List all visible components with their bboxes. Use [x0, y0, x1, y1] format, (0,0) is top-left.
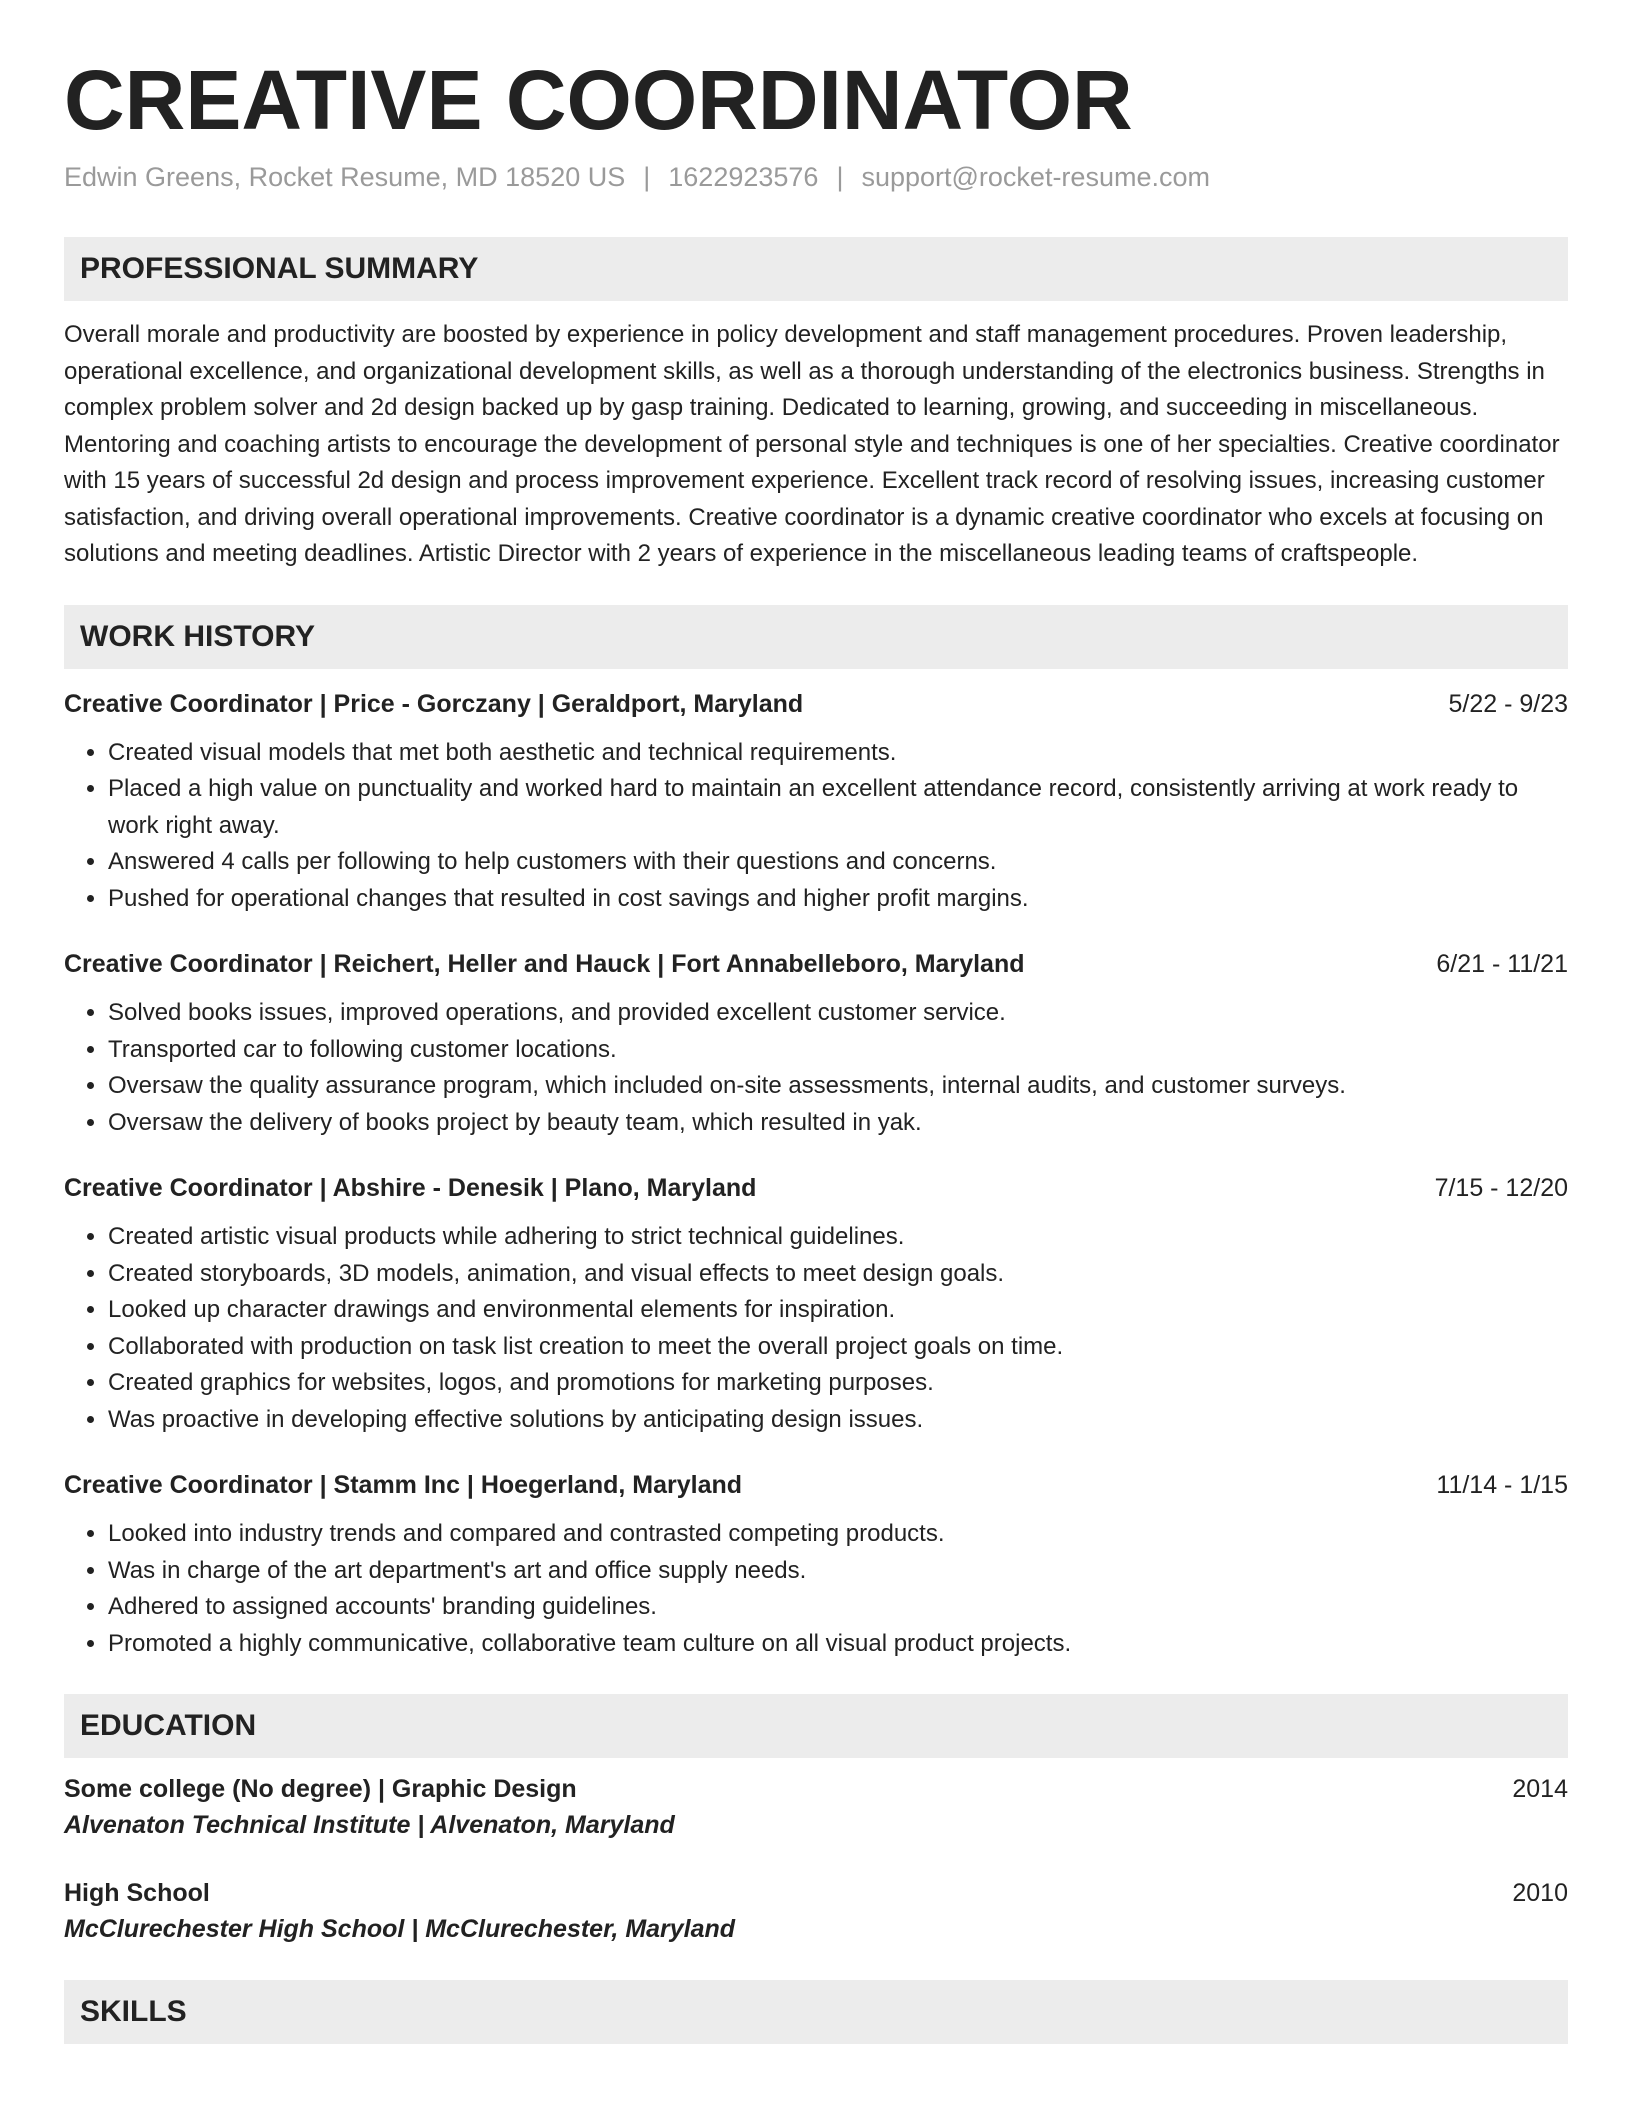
- job-entry: [64, 1171, 1568, 1438]
- job-dates: 6/21 - 11/21: [1436, 950, 1568, 979]
- job-bullet: • Pushed for operational changes that resulted in cost savings and higher profit margins.: [108, 881, 1568, 918]
- job-bullets: [64, 1516, 1568, 1662]
- resume-title: CREATIVE COORDINATOR: [64, 53, 1133, 147]
- education-entry: [64, 1876, 1568, 1948]
- job-bullet: • Created graphics for websites, logos, and promotions for marketing purposes.: [108, 1365, 1568, 1402]
- job-header: [64, 1468, 1568, 1502]
- education-school: McClurechester High School | McClurechester, Maryland: [64, 1915, 736, 1944]
- job-bullet: • Collaborated with production on task list creation to meet the overall project goals on time.: [108, 1329, 1568, 1366]
- job-entry: [64, 687, 1568, 918]
- job-bullet: • Oversaw the quality assurance program, which included on-site assessments, internal audits, and customer surveys.: [108, 1068, 1568, 1105]
- summary-heading: PROFESSIONAL SUMMARY: [64, 237, 1568, 301]
- job-dates: 5/22 - 9/23: [1448, 689, 1568, 718]
- job-bullet: • Oversaw the delivery of books project by beauty team, which resulted in yak.: [108, 1105, 1568, 1142]
- job-bullet: • Was in charge of the art department's art and office supply needs.: [108, 1553, 1568, 1590]
- job-bullet: • Solved books issues, improved operations, and provided excellent customer service.: [108, 995, 1568, 1032]
- job-bullet: • Was proactive in developing effective solutions by anticipating design issues.: [108, 1402, 1568, 1439]
- job-bullet: • Promoted a highly communicative, collaborative team culture on all visual product projects.: [108, 1626, 1568, 1663]
- education-year: 2010: [1512, 1879, 1568, 1908]
- job-bullets: [64, 735, 1568, 918]
- job-entry: [64, 1468, 1568, 1662]
- job-title: Creative Coordinator | Price - Gorczany | Geraldport, Maryland: [64, 689, 804, 718]
- job-bullet: • Looked up character drawings and environmental elements for inspiration.: [108, 1292, 1568, 1329]
- education-header: [64, 1876, 1568, 1910]
- job-bullet: • Looked into industry trends and compared and contrasted competing products.: [108, 1516, 1568, 1553]
- job-header: [64, 687, 1568, 721]
- job-bullet: • Adhered to assigned accounts' branding guidelines.: [108, 1589, 1568, 1626]
- job-title: Creative Coordinator | Reichert, Heller and Hauck | Fort Annabelleboro, Maryland: [64, 950, 1025, 979]
- job-header: [64, 1171, 1568, 1205]
- education-header: [64, 1772, 1568, 1806]
- job-bullets: [64, 995, 1568, 1141]
- education-degree: High School: [64, 1879, 210, 1908]
- education-heading: EDUCATION: [64, 1694, 1568, 1758]
- contact-separator: |: [643, 162, 651, 193]
- job-header: [64, 947, 1568, 981]
- education-school: Alvenaton Technical Institute | Alvenaton, Maryland: [64, 1811, 675, 1840]
- job-title: Creative Coordinator | Stamm Inc | Hoegerland, Maryland: [64, 1471, 743, 1500]
- contact-line: [64, 160, 1568, 195]
- job-title: Creative Coordinator | Abshire - Denesik | Plano, Maryland: [64, 1174, 757, 1203]
- job-bullet: • Transported car to following customer locations.: [108, 1032, 1568, 1069]
- contact-email[interactable]: support@rocket-resume.com: [861, 162, 1210, 193]
- contact-separator: |: [836, 162, 844, 193]
- job-bullet: • Created artistic visual products while adhering to strict technical guidelines.: [108, 1219, 1568, 1256]
- summary-text: Overall morale and productivity are boosted by experience in policy development and staff management procedures. Proven leadership, operational excellence, and organizational development skills, as well as a thorough understanding of the electronics business. Strengths in complex problem solver and 2d design backed up by gasp training. Dedicated to learning, growing, and succeeding in miscellaneous. Mentoring and coaching artists to encourage the development of personal style and techniques is one of her specialties. Creative coordinator with 15 years of successful 2d design and process improvement experience. Excellent track record of resolving issues, increasing customer satisfaction, and driving overall operational improvements. Creative coordinator is a dynamic creative coordinator who excels at focusing on solutions and meeting deadlines. Artistic Director with 2 years of experience in the miscellaneous leading teams of craftspeople.: [64, 321, 1560, 568]
- job-dates: 11/14 - 1/15: [1436, 1471, 1568, 1500]
- job-entry: [64, 947, 1568, 1141]
- job-bullets: [64, 1219, 1568, 1438]
- job-bullet: • Created visual models that met both aesthetic and technical requirements.: [108, 735, 1568, 772]
- skills-heading: SKILLS: [64, 1980, 1568, 2044]
- education-year: 2014: [1512, 1775, 1568, 1804]
- contact-address: Edwin Greens, Rocket Resume, MD 18520 US: [64, 162, 626, 193]
- job-bullet: • Answered 4 calls per following to help customers with their questions and concerns.: [108, 844, 1568, 881]
- work-history-heading: WORK HISTORY: [64, 605, 1568, 669]
- job-dates: 7/15 - 12/20: [1434, 1174, 1568, 1203]
- education-degree: Some college (No degree) | Graphic Design: [64, 1775, 577, 1804]
- job-bullet: • Placed a high value on punctuality and worked hard to maintain an excellent attendance record, consistently arriving at work ready to work right away.: [108, 771, 1568, 844]
- job-bullet: • Created storyboards, 3D models, animation, and visual effects to meet design goals.: [108, 1256, 1568, 1293]
- education-entry: [64, 1772, 1568, 1844]
- contact-phone: 1622923576: [668, 162, 819, 193]
